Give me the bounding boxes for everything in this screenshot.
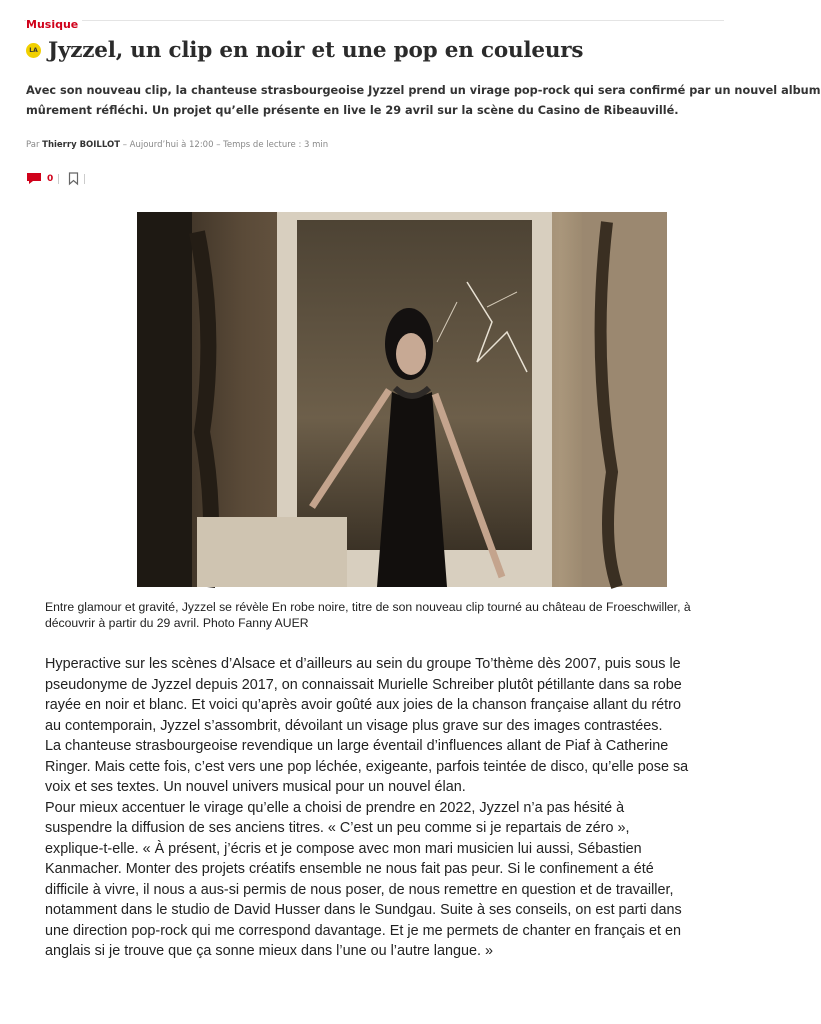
byline bbox=[26, 140, 328, 150]
comment-count[interactable]: 0 bbox=[47, 173, 54, 184]
header-divider bbox=[24, 20, 724, 21]
actions-separator bbox=[58, 174, 59, 184]
body-paragraph-3: Pour mieux accentuer le virage qu’elle a choisi de prendre en 2022, Jyzzel n’a pas hésité à suspendre la diffusion de ses anciens titres. « C’est un peu comme si je repartais de zéro », explique-t-elle. « À présent, j’écris et je compose avec mon mari musicien lui aussi, Sébastien Kanmacher. Monter des projets créatifs ensemble ne nous fait pas peur. Si le confinement a été difficile à vivre, il nous a aus-si permis de nous poser, de nous remettre en question et de travailler, notamment dans le studio de David Husser dans le Sundgau. Suite à ses conseils, on est parti dans une direction pop-rock qui me correspond davantage. Et je me permets de chanter en français et en anglais si je trouve que ça sonne mieux dans l’une ou l’autre langue. » bbox=[45, 799, 682, 959]
premium-badge-icon: LA bbox=[26, 43, 41, 58]
section-label[interactable]: Musique bbox=[26, 18, 82, 31]
comment-bubble-icon[interactable] bbox=[26, 172, 42, 185]
bookmark-icon[interactable] bbox=[68, 172, 79, 185]
photo-illustration bbox=[137, 212, 667, 587]
article-body bbox=[45, 654, 690, 962]
article-lead bbox=[26, 81, 821, 121]
author-link[interactable]: Thierry BOILLOT bbox=[42, 140, 120, 150]
body-paragraph-2: La chanteuse strasbourgeoise revendique un large éventail d’influences allant de Piaf à Catherine Ringer. Mais cette fois, c’est vers une pop léchée, exigeante, parfois teintée de disco, qu’elle pose sa voix et ses textes. Un nouvel univers musical pour un nouvel élan. bbox=[45, 738, 689, 795]
title-row bbox=[26, 38, 583, 63]
photo-caption: Entre glamour et gravité, Jyzzel se révèle En robe noire, titre de son nouveau clip tourné au château de Froeschwiller, à découvrir à partir du 29 avril. Photo Fanny AUER bbox=[45, 600, 691, 630]
actions-separator-2 bbox=[84, 174, 85, 184]
byline-prefix: Par bbox=[26, 140, 40, 150]
article-photo bbox=[137, 212, 667, 587]
article-title: Jyzzel, un clip en noir et une pop en couleurs bbox=[48, 38, 584, 63]
lead-line-1: Avec son nouveau clip, la chanteuse strasbourgeoise Jyzzel prend un virage pop-rock qui sera confirmé par un nouvel album bbox=[26, 84, 821, 97]
article-actions bbox=[26, 172, 85, 185]
lead-line-2: mûrement réfléchi. Un projet qu’elle présente en live le 29 avril sur la scène du Casino de Ribeauvillé. bbox=[26, 104, 679, 117]
body-paragraph-1: Hyperactive sur les scènes d’Alsace et d’ailleurs au sein du groupe To’thème dès 2007, puis sous le pseudonyme de Jyzzel depuis 2017, on connaissait Murielle Schreiber plutôt pétillante dans sa robe rayée en noir et blanc. Et voici qu’après avoir goûté aux joies de la chanson française allant du rétro au contemporain, Jyzzel s’assombrit, dévoilant un visage plus grave sur des images contrastées. bbox=[45, 656, 682, 734]
byline-meta: – Aujourd’hui à 12:00 – Temps de lecture : 3 min bbox=[122, 140, 329, 150]
